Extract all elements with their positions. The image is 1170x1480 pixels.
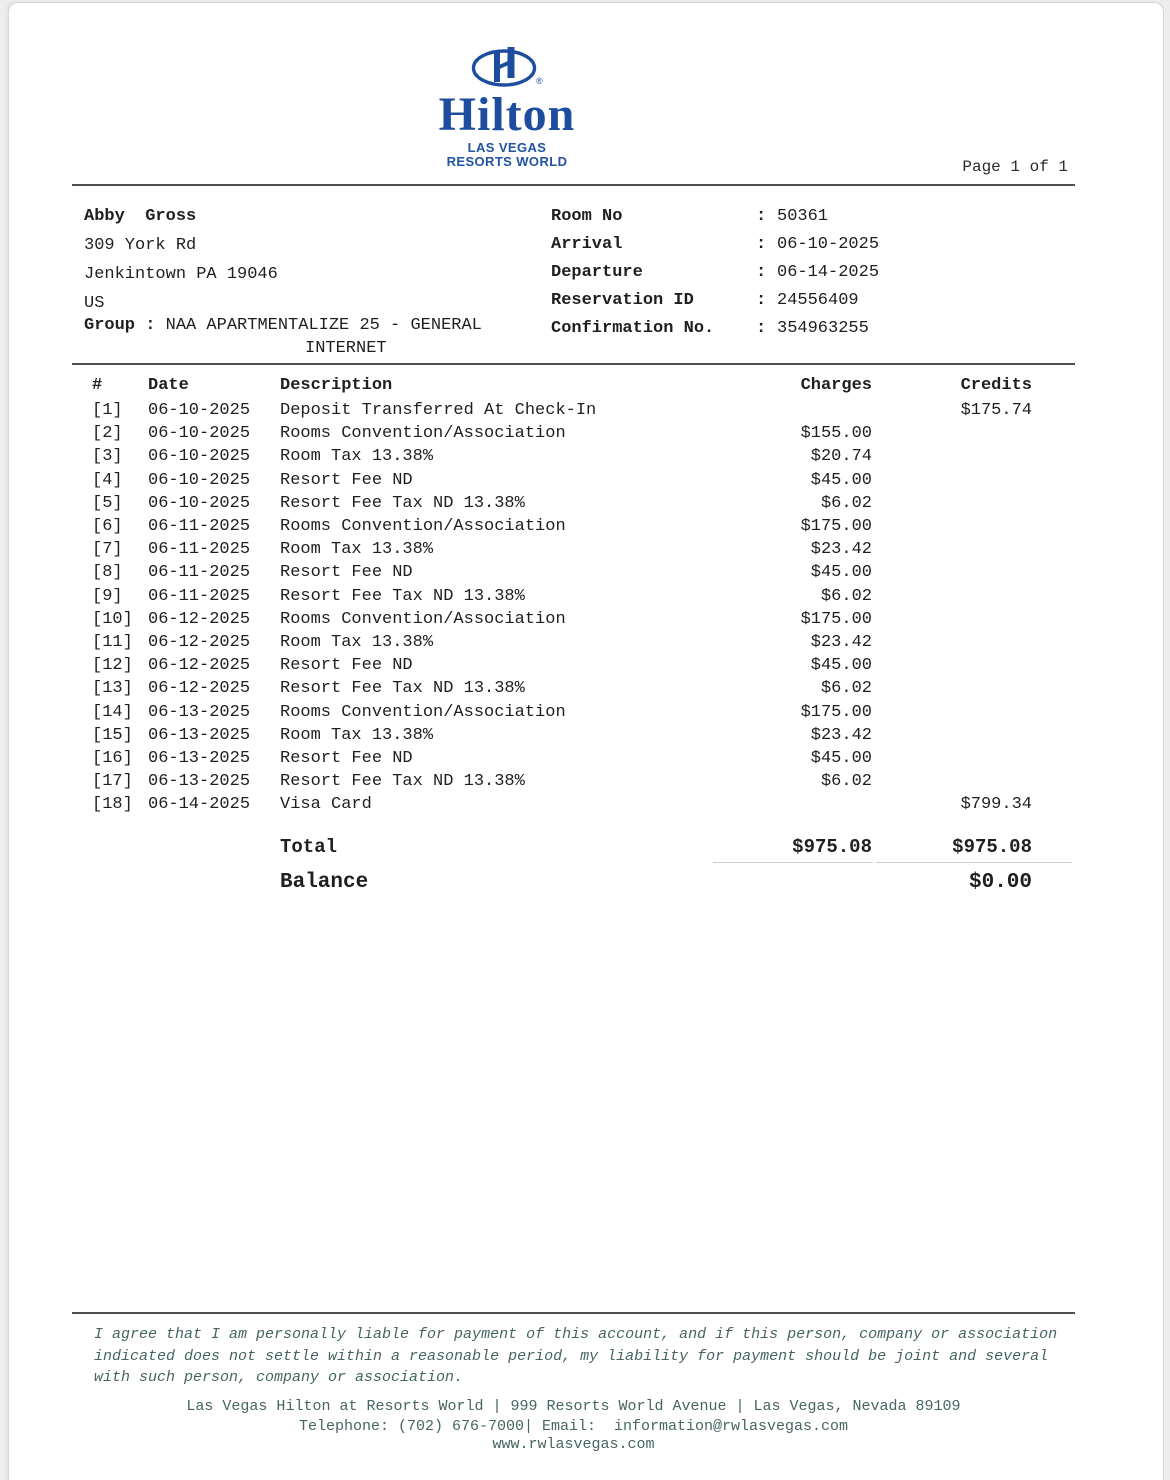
field-label-departure: Departure bbox=[551, 263, 643, 282]
table-row bbox=[72, 608, 1075, 631]
cell-credits bbox=[872, 677, 1075, 700]
cell-date: 06-10-2025 bbox=[148, 424, 251, 444]
table-row bbox=[72, 492, 1075, 515]
field-separator: : bbox=[756, 207, 767, 226]
field-value-room-no: 50361 bbox=[777, 207, 829, 226]
header-credits: Credits bbox=[960, 376, 1032, 395]
cell-num: [4] bbox=[92, 470, 123, 490]
cell-charges: $45.00 bbox=[810, 563, 872, 583]
hotel-logo bbox=[307, 42, 707, 169]
page-indicator: Page 1 of 1 bbox=[962, 158, 1068, 176]
cell-num: [1] bbox=[92, 401, 123, 420]
folio-rows bbox=[72, 399, 1075, 817]
table-row bbox=[72, 399, 1075, 422]
cell-date: 06-13-2025 bbox=[148, 749, 251, 769]
table-header-row bbox=[72, 372, 1075, 399]
cell-credits bbox=[872, 701, 1075, 724]
cell-credits bbox=[872, 608, 1075, 631]
cell-desc: Resort Fee ND bbox=[280, 656, 413, 676]
cell-num: [8] bbox=[92, 563, 123, 583]
total-label: Total bbox=[280, 836, 338, 858]
balance-row bbox=[72, 872, 1075, 894]
field-label-room-no: Room No bbox=[551, 207, 623, 226]
cell-credits bbox=[872, 654, 1075, 677]
cell-credits: $799.34 bbox=[960, 795, 1032, 815]
table-row bbox=[72, 747, 1075, 770]
field-separator: : bbox=[756, 319, 767, 338]
cell-credits bbox=[872, 747, 1075, 770]
cell-num: [16] bbox=[92, 749, 133, 769]
cell-credits bbox=[872, 492, 1075, 515]
table-row bbox=[72, 631, 1075, 654]
field-label-arrival: Arrival bbox=[551, 235, 623, 254]
cell-date: 06-11-2025 bbox=[148, 540, 251, 560]
field-label-confirmation-no: Confirmation No. bbox=[551, 319, 715, 338]
cell-desc: Room Tax 13.38% bbox=[280, 725, 434, 745]
guest-country: US bbox=[84, 294, 105, 313]
cell-date: 06-12-2025 bbox=[148, 633, 251, 653]
hotel-address-line: Las Vegas Hilton at Resorts World | 999 Resorts World Avenue | Las Vegas, Nevada 89109 bbox=[186, 1398, 961, 1415]
cell-num: [9] bbox=[92, 586, 123, 606]
svg-text:®: ® bbox=[536, 76, 543, 86]
cell-charges: $23.42 bbox=[810, 540, 872, 560]
cell-date: 06-14-2025 bbox=[148, 795, 251, 815]
cell-date: 06-11-2025 bbox=[148, 586, 251, 606]
header-date: Date bbox=[148, 376, 189, 395]
cell-num: [14] bbox=[92, 702, 133, 722]
cell-desc: Rooms Convention/Association bbox=[280, 517, 566, 537]
cell-num: [13] bbox=[92, 679, 133, 699]
field-separator: : bbox=[756, 263, 767, 282]
field-value-departure: 06-14-2025 bbox=[777, 263, 880, 282]
cell-date: 06-13-2025 bbox=[148, 725, 251, 745]
field-separator: : bbox=[756, 235, 767, 254]
group-line bbox=[84, 316, 482, 335]
cell-desc: Room Tax 13.38% bbox=[280, 633, 434, 653]
total-underline-charges bbox=[713, 862, 873, 863]
cell-num: [10] bbox=[92, 609, 133, 629]
cell-date: 06-11-2025 bbox=[148, 517, 251, 537]
cell-credits bbox=[872, 585, 1075, 608]
cell-date: 06-13-2025 bbox=[148, 702, 251, 722]
cell-desc: Resort Fee Tax ND 13.38% bbox=[280, 679, 525, 699]
cell-credits bbox=[872, 538, 1075, 561]
cell-desc: Resort Fee ND bbox=[280, 470, 413, 490]
cell-charges: $175.00 bbox=[800, 517, 872, 537]
table-row bbox=[72, 724, 1075, 747]
cell-credits bbox=[872, 724, 1075, 747]
cell-charges bbox=[749, 399, 872, 422]
guest-name: Abby Gross bbox=[84, 207, 197, 226]
cell-credits bbox=[872, 631, 1075, 654]
group-value-line1: NAA APARTMENTALIZE 25 - GENERAL bbox=[165, 316, 482, 335]
cell-desc: Rooms Convention/Association bbox=[280, 424, 566, 444]
cell-charges: $23.42 bbox=[810, 633, 872, 653]
cell-credits bbox=[872, 469, 1075, 492]
cell-num: [7] bbox=[92, 540, 123, 560]
cell-num: [18] bbox=[92, 795, 133, 815]
cell-charges bbox=[749, 793, 872, 816]
group-label: Group bbox=[84, 316, 136, 335]
agreement-line-2: indicated does not settle within a reasonable period, my liability for payment should be joint and several bbox=[94, 1348, 1049, 1365]
cell-charges: $20.74 bbox=[810, 447, 872, 467]
cell-charges: $23.42 bbox=[810, 725, 872, 745]
footer-divider bbox=[72, 1312, 1075, 1314]
cell-charges: $6.02 bbox=[820, 679, 872, 699]
cell-desc: Resort Fee Tax ND 13.38% bbox=[280, 772, 525, 792]
total-credits: $975.08 bbox=[952, 836, 1032, 858]
cell-charges: $45.00 bbox=[810, 749, 872, 769]
balance-label: Balance bbox=[280, 871, 369, 894]
balance-credits: $0.00 bbox=[968, 871, 1032, 894]
cell-num: [17] bbox=[92, 772, 133, 792]
table-row bbox=[72, 469, 1075, 492]
group-separator: : bbox=[145, 316, 156, 335]
cell-num: [11] bbox=[92, 633, 133, 653]
guest-address-line2: Jenkintown PA 19046 bbox=[84, 265, 278, 284]
table-row bbox=[72, 445, 1075, 468]
table-row bbox=[72, 422, 1075, 445]
table-row bbox=[72, 585, 1075, 608]
field-separator: : bbox=[756, 291, 767, 310]
hilton-monogram-icon bbox=[471, 42, 543, 93]
table-row bbox=[72, 561, 1075, 584]
table-row bbox=[72, 677, 1075, 700]
cell-credits bbox=[872, 422, 1075, 445]
field-value-arrival: 06-10-2025 bbox=[777, 235, 880, 254]
cell-charges: $6.02 bbox=[820, 772, 872, 792]
hotel-phone-email-line: Telephone: (702) 676-7000| Email: information@rwlasvegas.com bbox=[298, 1418, 849, 1435]
cell-charges: $45.00 bbox=[810, 470, 872, 490]
header-divider bbox=[72, 184, 1075, 186]
table-row bbox=[72, 770, 1075, 793]
cell-charges: $45.00 bbox=[810, 656, 872, 676]
cell-credits bbox=[872, 445, 1075, 468]
cell-num: [15] bbox=[92, 725, 133, 745]
cell-desc: Deposit Transferred At Check-In bbox=[280, 401, 597, 420]
guest-address-line1: 309 York Rd bbox=[84, 236, 197, 255]
cell-date: 06-11-2025 bbox=[148, 563, 251, 583]
agreement-line-3: with such person, company or association. bbox=[94, 1369, 464, 1386]
header-description: Description bbox=[280, 376, 393, 395]
cell-desc: Rooms Convention/Association bbox=[280, 609, 566, 629]
cell-desc: Resort Fee ND bbox=[280, 563, 413, 583]
cell-date: 06-10-2025 bbox=[148, 447, 251, 467]
cell-date: 06-10-2025 bbox=[148, 493, 251, 513]
cell-date: 06-12-2025 bbox=[148, 656, 251, 676]
table-row bbox=[72, 515, 1075, 538]
field-value-confirmation-no: 354963255 bbox=[777, 319, 869, 338]
brand-sub-line2: RESORTS WORLD bbox=[446, 154, 568, 169]
cell-desc: Rooms Convention/Association bbox=[280, 702, 566, 722]
table-row bbox=[72, 654, 1075, 677]
cell-charges: $175.00 bbox=[800, 609, 872, 629]
field-value-reservation-id: 24556409 bbox=[777, 291, 859, 310]
cell-credits: $175.74 bbox=[960, 401, 1032, 420]
brand-sub-line1: LAS VEGAS bbox=[467, 140, 547, 155]
cell-date: 06-10-2025 bbox=[148, 470, 251, 490]
balance-charges bbox=[749, 872, 872, 894]
cell-desc: Resort Fee Tax ND 13.38% bbox=[280, 493, 525, 513]
cell-num: [6] bbox=[92, 517, 123, 537]
table-row bbox=[72, 793, 1075, 816]
cell-date: 06-12-2025 bbox=[148, 609, 251, 629]
header-num: # bbox=[92, 376, 103, 395]
field-label-reservation-id: Reservation ID bbox=[551, 291, 694, 310]
cell-desc: Room Tax 13.38% bbox=[280, 540, 434, 560]
cell-date: 06-10-2025 bbox=[148, 401, 251, 420]
table-row bbox=[72, 538, 1075, 561]
group-value-line2: INTERNET bbox=[305, 339, 387, 358]
cell-charges: $6.02 bbox=[820, 586, 872, 606]
cell-date: 06-13-2025 bbox=[148, 772, 251, 792]
header-charges: Charges bbox=[800, 376, 872, 395]
cell-credits bbox=[872, 561, 1075, 584]
cell-charges: $155.00 bbox=[800, 424, 872, 444]
cell-desc: Resort Fee ND bbox=[280, 749, 413, 769]
cell-credits bbox=[872, 515, 1075, 538]
agreement-line-1: I agree that I am personally liable for payment of this account, and if this person, company or association bbox=[94, 1326, 1058, 1343]
cell-num: [5] bbox=[92, 493, 123, 513]
cell-num: [2] bbox=[92, 424, 123, 444]
hotel-website: www.rwlasvegas.com bbox=[492, 1436, 655, 1453]
cell-charges: $175.00 bbox=[800, 702, 872, 722]
cell-num: [3] bbox=[92, 447, 123, 467]
cell-credits bbox=[872, 770, 1075, 793]
cell-desc: Resort Fee Tax ND 13.38% bbox=[280, 586, 525, 606]
cell-desc: Room Tax 13.38% bbox=[280, 447, 434, 467]
total-charges: $975.08 bbox=[792, 836, 872, 858]
brand-wordmark: Hilton bbox=[438, 88, 576, 141]
total-row bbox=[72, 836, 1075, 858]
total-underline-credits bbox=[876, 862, 1072, 863]
folio-table bbox=[72, 372, 1075, 817]
table-row bbox=[72, 701, 1075, 724]
cell-num: [12] bbox=[92, 656, 133, 676]
table-top-divider bbox=[72, 363, 1075, 365]
cell-desc: Visa Card bbox=[280, 795, 372, 815]
cell-charges: $6.02 bbox=[820, 493, 872, 513]
cell-date: 06-12-2025 bbox=[148, 679, 251, 699]
